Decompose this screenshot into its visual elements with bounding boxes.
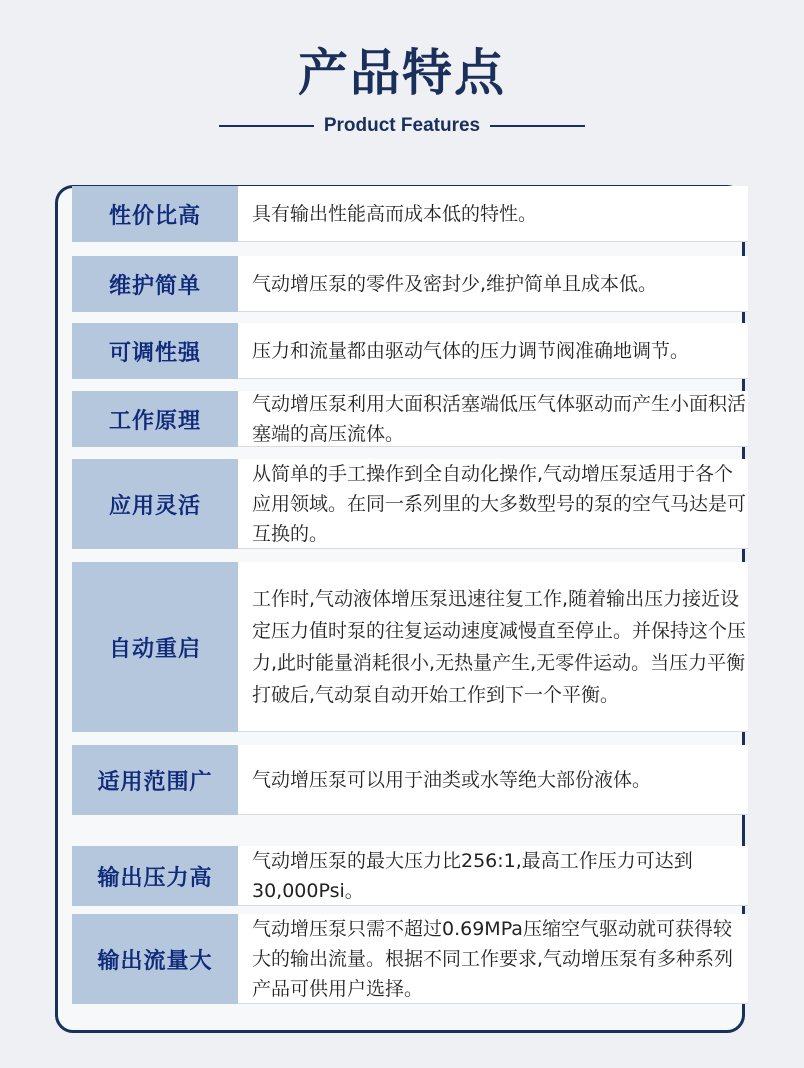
feature-desc: 压力和流量都由驱动气体的压力调节阀准确地调节。: [238, 323, 748, 379]
feature-label: 输出流量大: [72, 914, 238, 1004]
feature-desc: 气动增压泵可以用于油类或水等绝大部份液体。: [238, 745, 748, 815]
feature-label: 适用范围广: [72, 745, 238, 815]
feature-row: [72, 914, 748, 1004]
feature-desc: 具有输出性能高而成本低的特性。: [238, 186, 748, 242]
feature-row: [72, 846, 748, 906]
feature-label: 应用灵活: [72, 459, 238, 549]
subtitle-row: [0, 112, 804, 140]
feature-row: [72, 391, 748, 447]
feature-row: [72, 256, 748, 312]
feature-desc: 气动增压泵的零件及密封少,维护简单且成本低。: [238, 256, 748, 312]
feature-row: [72, 562, 748, 732]
page-subtitle: Product Features: [323, 115, 481, 136]
feature-label: 工作原理: [72, 391, 238, 447]
feature-label: 自动重启: [72, 562, 238, 732]
divider-right: [490, 125, 585, 127]
feature-desc: 从简单的手工操作到全自动化操作,气动增压泵适用于各个应用领域。在同一系列里的大多数型号的泵的空气马达是可互换的。: [238, 459, 748, 549]
divider-left: [219, 125, 314, 127]
page-title: 产品特点: [298, 44, 506, 102]
feature-desc: 气动增压泵只需不超过0.69MPa压缩空气驱动就可获得较大的输出流量。根据不同工作要求,气动增压泵有多种系列产品可供用户选择。: [238, 914, 748, 1004]
feature-label: 性价比高: [72, 186, 238, 242]
feature-label: 可调性强: [72, 323, 238, 379]
feature-label: 维护简单: [72, 256, 238, 312]
feature-desc: 气动增压泵的最大压力比256:1,最高工作压力可达到30,000Psi。: [238, 846, 748, 906]
feature-row: [72, 186, 748, 242]
feature-desc: 工作时,气动液体增压泵迅速往复工作,随着输出压力接近设定压力值时泵的往复运动速度减慢直至停止。并保持这个压力,此时能量消耗很小,无热量产生,无零件运动。当压力平衡打破后,气动泵自动开始工作到下一个平衡。: [238, 562, 748, 732]
feature-row: [72, 323, 748, 379]
feature-row: [72, 745, 748, 815]
feature-desc: 气动增压泵利用大面积活塞端低压气体驱动而产生小面积活塞端的高压流体。: [238, 391, 748, 447]
feature-label: 输出压力高: [72, 846, 238, 906]
feature-row: [72, 459, 748, 549]
